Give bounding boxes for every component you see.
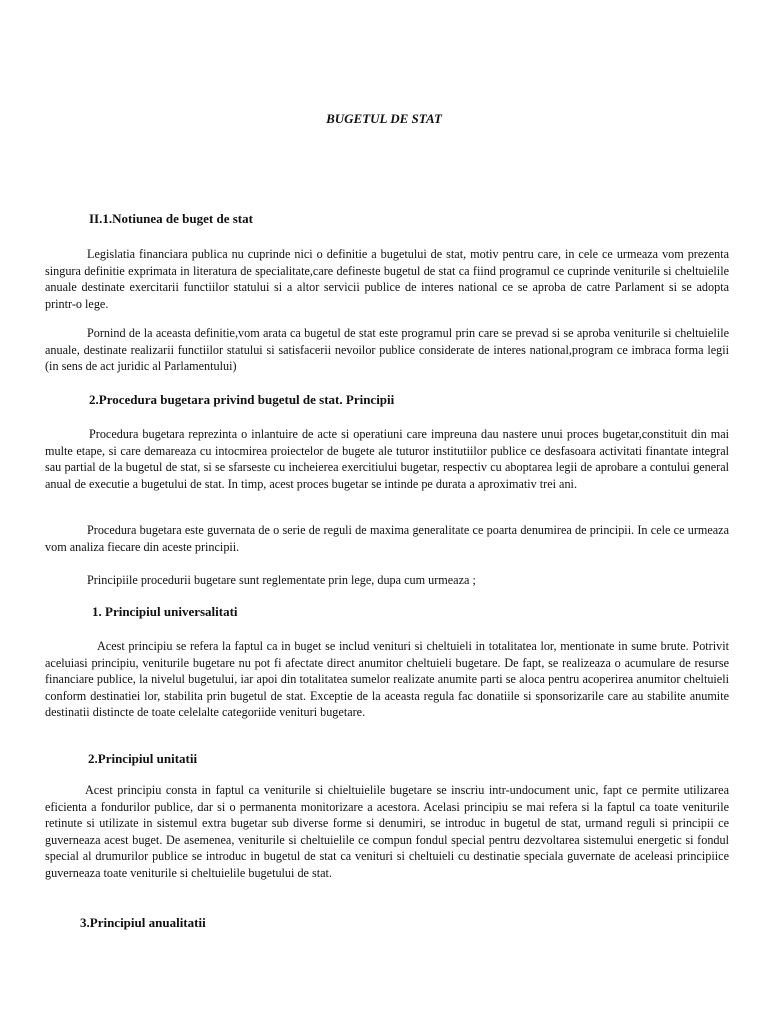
- paragraph: Acest principiu consta in faptul ca veniturile si chieltuielile bugetare se inscriu intr-undocument unic, fapt ce permite utilizarea eficienta a fondurilor publice, dar si o permanenta monitorizare a acestora. Acelasi principiu se mai refera si la faptul ca toate veniturile retinute si utilizate in sistemul extra bugetar sub diverse forme si denumiri, se introduc in bugetul de stat, urmand reguli si principii ce guverneaza acest buget. De asemenea, veniturile si cheltuielile ce compun fondul special pentru dezvoltarea sistemului energetic si fondul special al drumurilor publice se introduc in bugetul de stat ca venituri si cheltuieli cu destinatie speciala guvernate de aceleasi principiice guverneaza toate veniturile si cheltuielile bugetului de stat.: [45, 783, 729, 880]
- paragraph: Procedura bugetara este guvernata de o serie de reguli de maxima generalitate ce poarta denumirea de principii. In cele ce urmeaza vom analiza fiecare din aceste principii.: [45, 523, 729, 554]
- section-heading-universalitati: 1. Principiul universalitati: [92, 604, 238, 619]
- section-heading-notiunea: II.1.Notiunea de buget de stat: [89, 211, 253, 226]
- section-heading-unitatii: 2.Principiul unitatii: [88, 751, 198, 766]
- paragraph: Pornind de la aceasta definitie,vom arata ca bugetul de stat este programul prin care se prevad si se aproba veniturile si cheltuielile anuale, destinate realizarii functiilor statului si satisfacerii nevoilor publice considerate de interes national,program ce imbraca forma legii (in sens de act juridic al Parlamentului): [45, 326, 729, 374]
- paragraph: Legislatia financiara publica nu cuprinde nici o definitie a bugetului de stat, motiv pentru care, in cele ce urmeaza vom prezenta singura definitie exprimata in literatura de specialitate,care defineste bugetul de stat ca fiind programul ce cuprinde veniturile si cheltuielile anuale destinate exercitarii functiilor statului si a altor servicii publice de interes national ce se aproba de catre Parlament si se adopta printr-o lege.: [45, 247, 729, 311]
- document-title: BUGETUL DE STAT: [326, 111, 442, 126]
- section-heading-anualitatii: 3.Principiul anualitatii: [80, 915, 206, 930]
- paragraph: Acest principiu se refera la faptul ca in buget se includ venituri si cheltuieli in totalitatea lor, mentionate in sume brute. Potrivit aceluiasi principiu, veniturile bugetare nu pot fi afectate direct anumitor cheltuieli bugetare. De fapt, se realizeaza o acumulare de resurse financiare publice, la nivelul bugetului, iar apoi din totalitatea sumelor realizate anumite parti se aloca pentru acoperirea anumitor cheltuieli conform destinatiei lor, stabilita prin bugetul de stat. Exceptie de la aceasta regula fac donatiile si sponsorizarile care au stabilite anumite destinatii distincte de toate celelalte categoriide venituri bugetare.: [45, 639, 729, 720]
- paragraph: Principiile procedurii bugetare sunt reglementate prin lege, dupa cum urmeaza ;: [87, 573, 476, 587]
- section-heading-procedura: 2.Procedura bugetara privind bugetul de stat. Principii: [89, 392, 395, 407]
- paragraph: Procedura bugetara reprezinta o inlantuire de acte si operatiuni care impreuna dau nastere unui proces bugetar,constituit din mai multe etape, si care demareaza cu intocmirea proiectelor de bugete ale tuturor institutiilor publice ce desfasoara activitati finantate integral sau partial de la bugetul de stat, si se sfarseste cu incheierea exercitiului bugetar, respectiv cu aboptarea legii de aprobare a contului general anual de executie a bugetului de stat. In timp, acest proces bugetar se intinde pe durata a aproximativ trei ani.: [45, 427, 729, 491]
